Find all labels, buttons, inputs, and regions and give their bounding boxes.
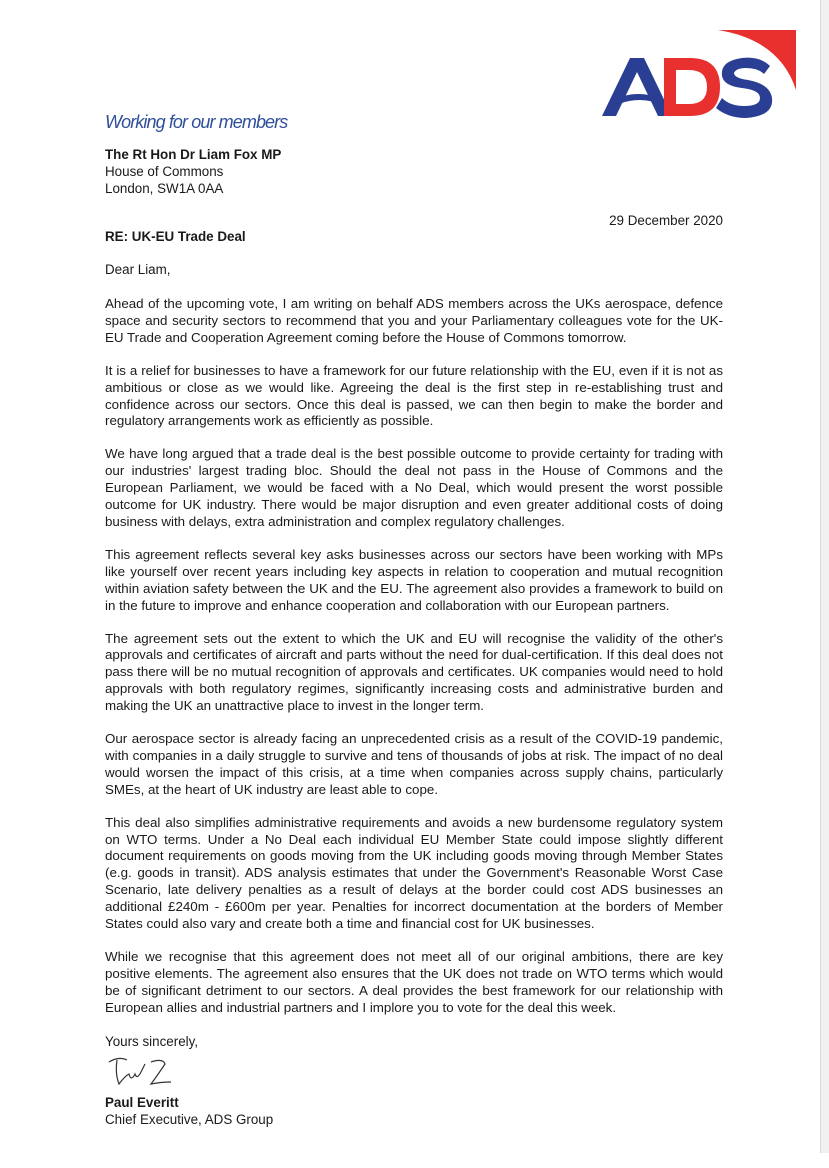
letter-body bbox=[105, 296, 723, 1017]
tagline: Working for our members bbox=[105, 112, 288, 132]
salutation: Dear Liam, bbox=[105, 262, 171, 277]
ads-logo bbox=[600, 28, 800, 120]
paragraph: This agreement reflects several key asks businesses across our sectors have been working with MPs like yourself over recent years including key aspects in relation to cooperation and mutual recognition within aviation safety between the UK and the EU. The agreement also provides a framework to build on in the future to improve and enhance cooperation and collaboration with our European partners. bbox=[105, 546, 723, 613]
paragraph: While we recognise that this agreement does not meet all of our original ambitions, there are key positive elements. The agreement also ensures that the UK does not trade on WTO terms which would be of significant detriment to our sectors. A deal provides the best framework for our relationship with European allies and industrial partners and I implore you to vote for the deal this week. bbox=[105, 949, 723, 1015]
recipient-line: House of Commons bbox=[105, 164, 224, 179]
signer-name: Paul Everitt bbox=[105, 1094, 179, 1110]
letter-date: 29 December 2020 bbox=[609, 213, 723, 228]
signer-block bbox=[105, 1094, 723, 1128]
recipient-address bbox=[105, 146, 281, 197]
subject-line: RE: UK-EU Trade Deal bbox=[105, 229, 246, 244]
paragraph: Ahead of the upcoming vote, I am writing on behalf ADS members across the UKs aerospace, defence space and security sectors to recommend that you and your Parliamentary colleagues vote for the UK-EU Trade and Cooperation Agreement coming before the House of Commons tomorrow. bbox=[105, 296, 723, 345]
paragraph: Our aerospace sector is already facing an unprecedented crisis as a result of the COVID-19 pandemic, with companies in a daily struggle to survive and tens of thousands of jobs at risk. The impact of no deal would worsen the impact of this crisis, at a time when companies across supply chains, particularly SMEs, at the heart of UK industry are least able to cope. bbox=[105, 731, 723, 797]
page-edge bbox=[820, 0, 829, 1153]
recipient-name: The Rt Hon Dr Liam Fox MP bbox=[105, 147, 282, 162]
recipient-line: London, SW1A 0AA bbox=[105, 181, 224, 196]
paragraph: The agreement sets out the extent to which the UK and EU will recognise the validity of the other's approvals and certificates of aircraft and parts without the need for dual-certification. If this deal does not pass there will be no mutual recognition of approvals and certificates. UK companies would need to hold approvals with both regulatory regimes, significantly increasing costs and administrative burden and making the UK an unattractive place to invest in the longer term. bbox=[105, 630, 723, 714]
letter-content bbox=[105, 296, 723, 1168]
paragraph: This deal also simplifies administrative requirements and avoids a new burdensome regulatory system on WTO terms. Under a No Deal each individual EU Member State could impose slightly different document requirements on goods moving from the UK including goods moving through Member States (e.g. goods in transit). ADS analysis estimates that under the Government's Reasonable Worst Case Scenario, late delivery penalties as a result of delays at the border could cost ADS businesses an additional £240m - £600m per year. Penalties for incorrect documentation at the borders of Member States could also vary and create both a time and financial cost for UK businesses. bbox=[105, 814, 723, 932]
signature bbox=[105, 1052, 195, 1092]
paragraph: We have long argued that a trade deal is the best possible outcome to provide certainty for trading with our industries' largest trading bloc. Should the deal not pass in the House of Commons and the European Parliament, we would be faced with a No Deal, which would present the worst possible outcome for UK industry. There would be major disruption and even greater additional costs of doing business with delays, extra administration and complex regulatory challenges. bbox=[105, 446, 723, 529]
closing: Yours sincerely, bbox=[105, 1033, 199, 1049]
signer-title: Chief Executive, ADS Group bbox=[105, 1111, 274, 1127]
paragraph: It is a relief for businesses to have a framework for our future relationship with the EU, even if it is not as ambitious or close as we would like. Agreeing the deal is the first step in re-establishing trust and confidence across our sectors. Once this deal is passed, we can then begin to make the border and regulatory arrangements work as efficiently as possible. bbox=[105, 362, 723, 429]
